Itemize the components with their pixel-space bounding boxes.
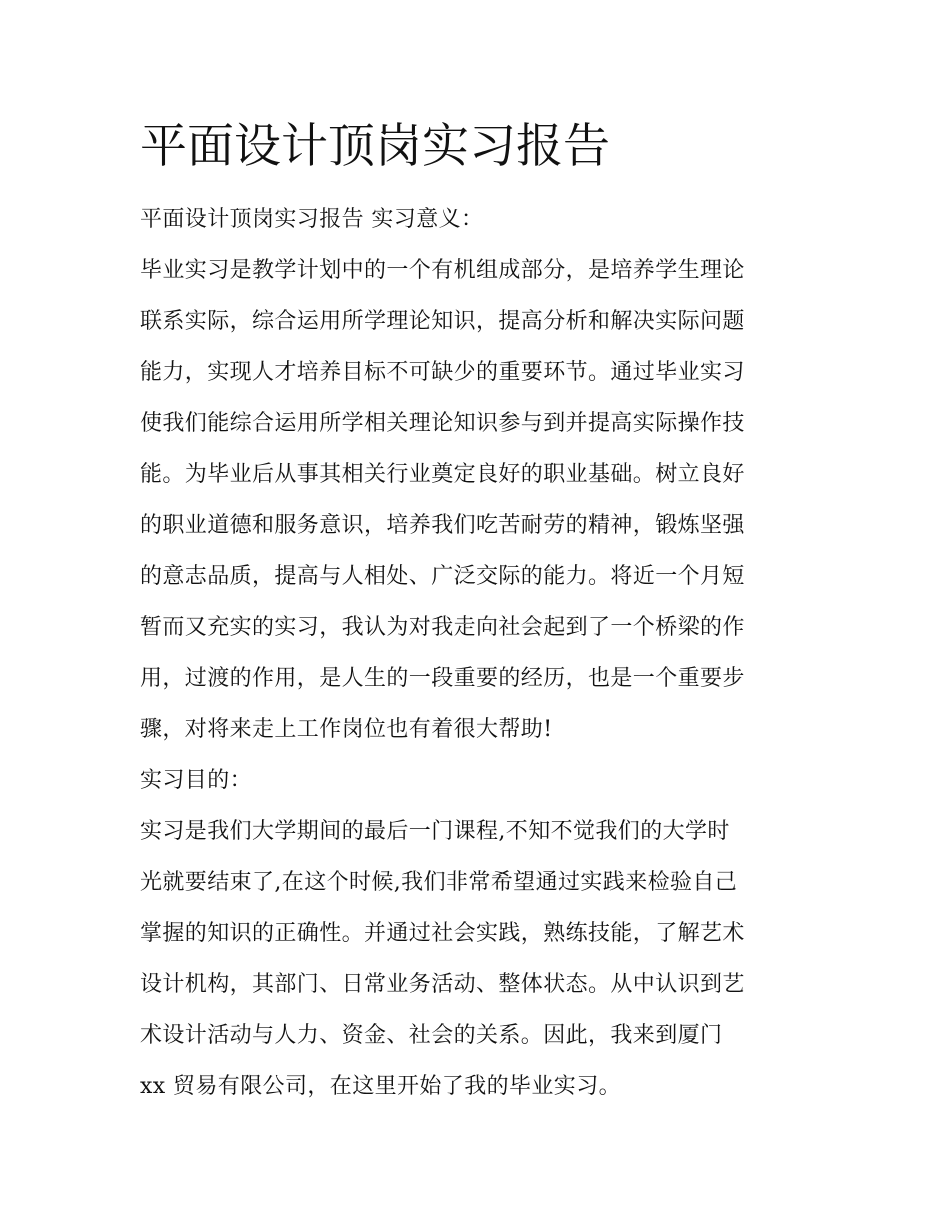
text-line: 能力，实现人才培养目标不可缺少的重要环节。通过毕业实习 — [140, 360, 745, 385]
document-body — [140, 114, 812, 1112]
paragraph-purpose-heading — [140, 755, 812, 806]
paragraph-significance — [140, 245, 812, 755]
paragraph-intro-heading — [140, 194, 812, 245]
text-line: 光就要结束了,在这个时候,我们非常希望通过实践来检验自己 — [140, 870, 738, 895]
text-line: 毕业实习是教学计划中的一个有机组成部分，是培养学生理论 — [140, 258, 745, 283]
text-line: 暂而又充实的实习，我认为对我走向社会起到了一个桥梁的作 — [140, 615, 745, 640]
text-line: 能。为毕业后从事其相关行业奠定良好的职业基础。树立良好 — [140, 462, 745, 487]
document-title: 平面设计顶岗实习报告 — [140, 119, 610, 174]
text-line: 术设计活动与人力、资金、社会的关系。因此，我来到厦门 — [140, 1023, 723, 1048]
text-line: 掌握的知识的正确性。并通过社会实践，熟练技能，了解艺术 — [140, 921, 745, 946]
text-line: 使我们能综合运用所学相关理论知识参与到并提高实际操作技 — [140, 411, 745, 436]
text-line: 的意志品质，提高与人相处、广泛交际的能力。将近一个月短 — [140, 564, 745, 589]
text-line: 骤，对将来走上工作岗位也有着很大帮助! — [140, 717, 553, 742]
paragraph-purpose — [140, 806, 812, 1112]
text-line: 用，过渡的作用，是人生的一段重要的经历，也是一个重要步 — [140, 666, 745, 691]
text-line: xx 贸易有限公司，在这里开始了我的毕业实习。 — [140, 1074, 622, 1099]
text-line: 平面设计顶岗实习报告 实习意义： — [140, 207, 484, 232]
text-line: 设计机构，其部门、日常业务活动、整体状态。从中认识到艺 — [140, 972, 745, 997]
section-heading: 实习目的： — [140, 768, 253, 793]
text-line: 实习是我们大学期间的最后一门课程,不知不觉我们的大学时 — [140, 819, 730, 844]
text-line: 的职业道德和服务意识，培养我们吃苦耐劳的精神，锻炼坚强 — [140, 513, 745, 538]
text-line: 联系实际，综合运用所学理论知识，提高分析和解决实际问题 — [140, 309, 745, 334]
